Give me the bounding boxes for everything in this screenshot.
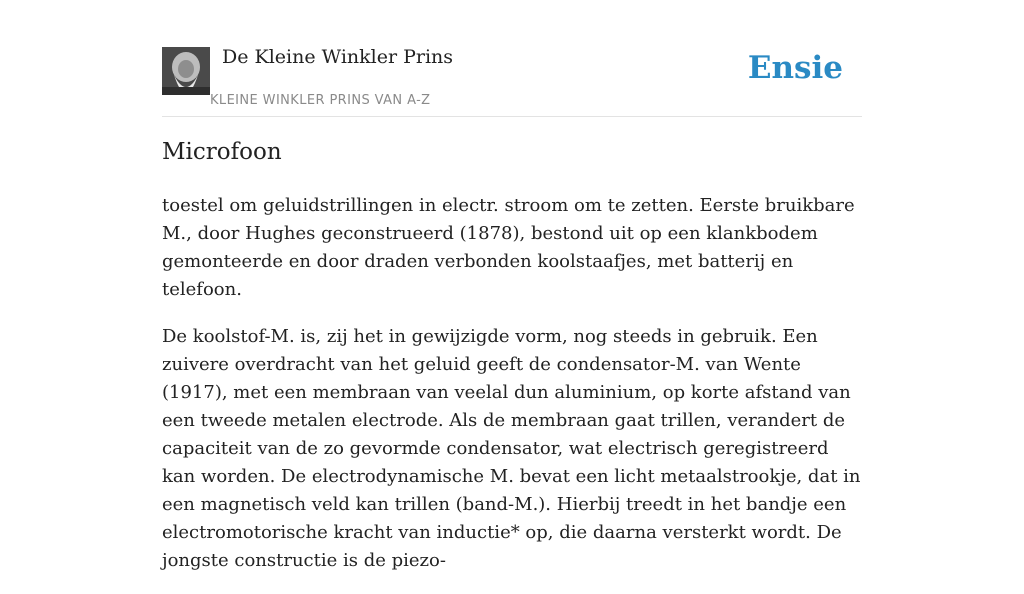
source-header bbox=[162, 44, 862, 117]
article-paragraph: De koolstof-M. is, zij het in gewijzigde vorm, nog steeds in gebruik. Een zuivere overdracht van het geluid geeft de condensator-M. van Wente (1917), met een membraan van veelal dun aluminium, op korte afstand van een tweede metalen electrode. Als de membraan gaat trillen, verandert de capaciteit van de zo gevormde condensator, wat electrisch geregistreerd kan worden. De electrodynamische M. bevat een licht metaalstrookje, dat in een magnetisch veld kan trillen (band-M.). Hierbij treedt in het bandje een electromotorische kracht van inductie* op, die daarna versterkt wordt. De jongste constructie is de piezo- bbox=[162, 326, 861, 571]
ensie-logo[interactable]: Ensie bbox=[747, 50, 843, 86]
source-subtitle[interactable]: KLEINE WINKLER PRINS VAN A-Z bbox=[210, 93, 431, 108]
portrait-icon bbox=[162, 47, 210, 95]
article-paragraph: toestel om geluidstrillingen in electr. stroom om te zetten. Eerste bruikbare M., door Hughes geconstrueerd (1878), bestond uit op een klankbodem gemonteerde en door draden verbonden koolstaafjes, met batterij en telefoon. bbox=[162, 195, 855, 300]
article-body bbox=[162, 192, 862, 594]
author-avatar[interactable] bbox=[162, 47, 210, 95]
entry-title: Microfoon bbox=[162, 139, 282, 165]
source-title[interactable]: De Kleine Winkler Prins bbox=[222, 46, 454, 68]
